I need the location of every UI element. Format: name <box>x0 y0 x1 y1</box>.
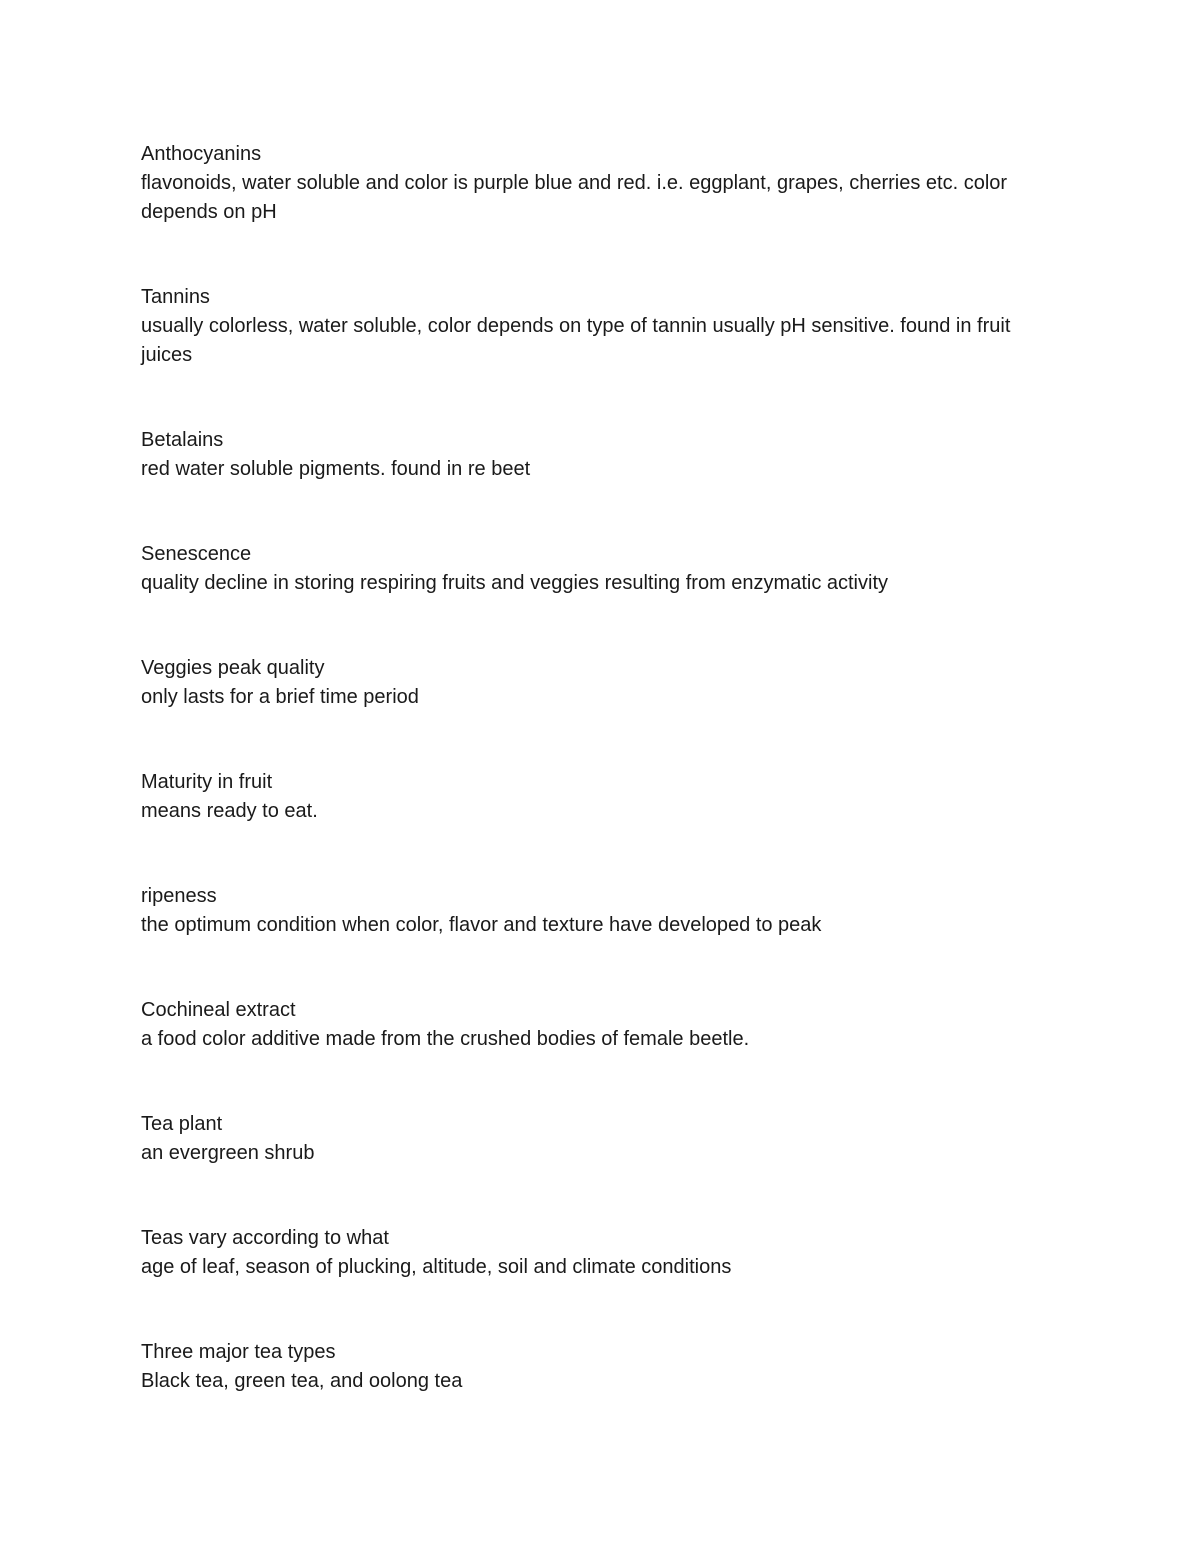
entry-definition: only lasts for a brief time period <box>141 686 419 708</box>
entry-term: Veggies peak quality <box>141 657 325 679</box>
entry-teas-vary <box>141 1224 1061 1282</box>
entry-definition: a food color additive made from the crushed bodies of female beetle. <box>141 1028 750 1050</box>
entry-tannins <box>141 283 1061 370</box>
entry-definition: red water soluble pigments. found in re beet <box>141 458 531 480</box>
entry-definition: usually colorless, water soluble, color depends on type of tannin usually pH sensitive. found in fruit juices <box>141 315 1011 366</box>
entry-term: Tea plant <box>141 1113 223 1135</box>
entry-term: Tannins <box>141 286 210 308</box>
entry-tea-plant <box>141 1110 1061 1168</box>
entry-ripeness <box>141 882 1061 940</box>
entry-term: Maturity in fruit <box>141 771 273 793</box>
entry-senescence <box>141 540 1061 598</box>
entry-term: Anthocyanins <box>141 143 262 165</box>
entry-betalains <box>141 426 1061 484</box>
entry-veggies-peak-quality <box>141 654 1061 712</box>
entry-cochineal-extract <box>141 996 1061 1054</box>
entry-definition: an evergreen shrub <box>141 1142 315 1164</box>
entry-term: Three major tea types <box>141 1341 336 1363</box>
entry-three-major-tea-types <box>141 1338 1061 1396</box>
entry-definition: means ready to eat. <box>141 800 318 822</box>
entry-definition: quality decline in storing respiring fruits and veggies resulting from enzymatic activity <box>141 572 889 594</box>
entry-definition: Black tea, green tea, and oolong tea <box>141 1370 463 1392</box>
entry-term: Senescence <box>141 543 252 565</box>
entry-definition: the optimum condition when color, flavor and texture have developed to peak <box>141 914 822 936</box>
entry-term: Teas vary according to what <box>141 1227 389 1249</box>
entry-definition: flavonoids, water soluble and color is purple blue and red. i.e. eggplant, grapes, cherries etc. color depends on pH <box>141 172 1008 223</box>
entry-term: Betalains <box>141 429 224 451</box>
entry-term: ripeness <box>141 885 217 907</box>
entry-anthocyanins <box>141 140 1061 227</box>
entry-term: Cochineal extract <box>141 999 296 1021</box>
document-page <box>141 140 1061 1452</box>
entry-maturity-in-fruit <box>141 768 1061 826</box>
entry-definition: age of leaf, season of plucking, altitude, soil and climate conditions <box>141 1256 732 1278</box>
